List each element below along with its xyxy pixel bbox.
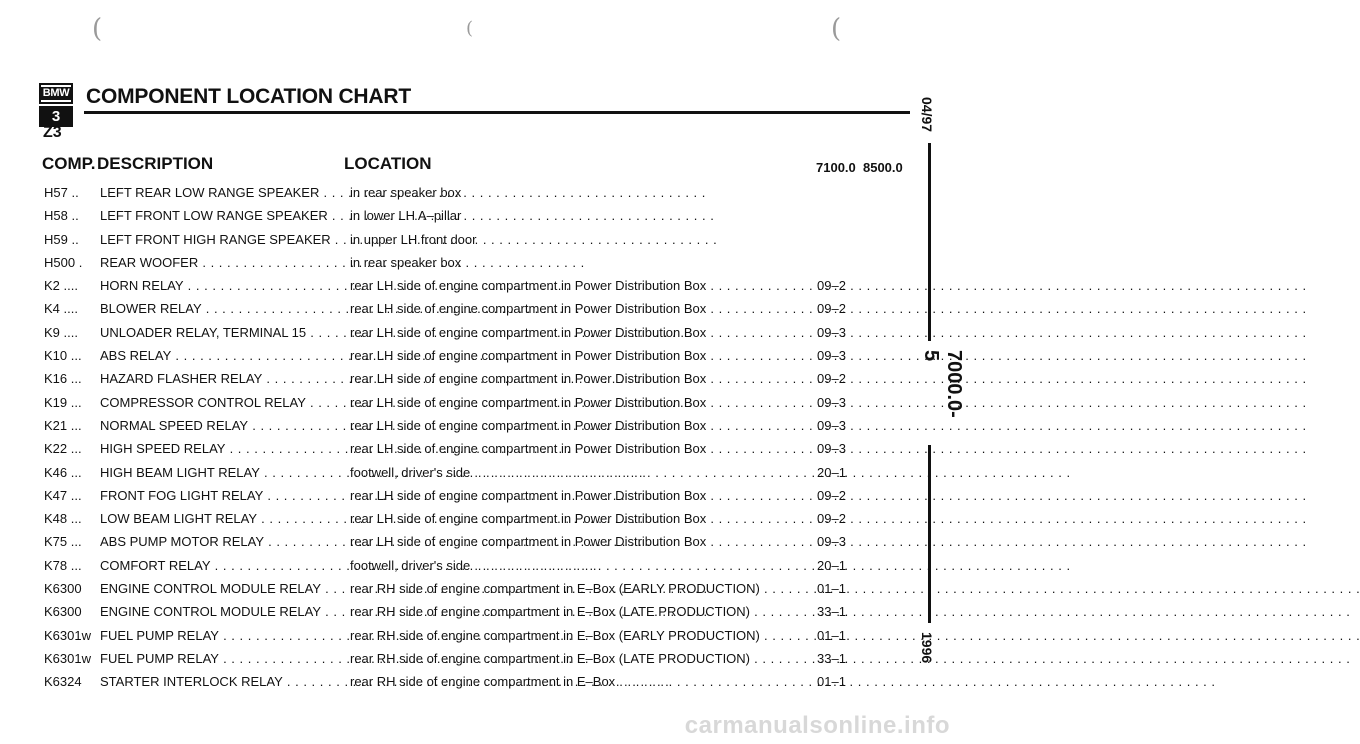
page-title: COMPONENT LOCATION CHART bbox=[86, 85, 411, 108]
table-row bbox=[0, 367, 960, 390]
diagram-page: 09–3 bbox=[817, 324, 846, 340]
component-code: H57 .. bbox=[44, 185, 79, 200]
component-code: H59 .. bbox=[44, 231, 79, 247]
component-code: K6301w bbox=[44, 627, 91, 643]
component-code: K47 ... bbox=[44, 487, 82, 503]
diagram-page: 09–3 bbox=[817, 441, 846, 457]
table-row bbox=[0, 554, 960, 577]
table-row bbox=[0, 274, 960, 297]
component-location: in rear speaker box bbox=[350, 185, 462, 200]
table-row bbox=[0, 484, 960, 507]
component-location: rear LH side of engine compartment in Power Distribution Box . . . bbox=[350, 325, 796, 340]
table-row bbox=[0, 437, 960, 460]
component-location: rear RH side of engine compartment in E–Box (LATE PRODUCTION) . . . bbox=[350, 651, 796, 666]
component-description: BLOWER RELAY . . . bbox=[100, 301, 338, 316]
table-row bbox=[0, 461, 960, 484]
component-location: in upper LH front door bbox=[350, 231, 477, 247]
component-code: K19 ... bbox=[44, 394, 82, 410]
table-row bbox=[0, 670, 960, 693]
component-code: K6300 bbox=[44, 604, 82, 620]
table-row bbox=[0, 228, 960, 251]
bmw-badge: BMW bbox=[39, 83, 73, 104]
component-description: ABS RELAY . . . bbox=[100, 348, 338, 363]
column-header-pages: 7100.0 8500.0 bbox=[816, 160, 903, 175]
side-rule-1 bbox=[928, 143, 931, 341]
component-description: HIGH BEAM LIGHT RELAY . . . bbox=[100, 465, 338, 480]
diagram-page: 33–1 bbox=[817, 604, 846, 620]
table-row bbox=[0, 344, 960, 367]
side-rule-2 bbox=[928, 445, 931, 623]
diagram-page: 20–1 bbox=[817, 557, 846, 573]
component-location: rear LH side of engine compartment in Power Distribution Box . . . bbox=[350, 348, 796, 363]
table-row bbox=[0, 321, 960, 344]
punch-hole-mark-center: ( bbox=[466, 18, 474, 39]
component-location: rear LH side of engine compartment in Power Distribution Box . . . bbox=[350, 511, 796, 526]
table-row bbox=[0, 251, 960, 274]
component-description: ENGINE CONTROL MODULE RELAY . . . bbox=[100, 604, 338, 619]
component-code: K48 ... bbox=[44, 511, 82, 527]
table-row bbox=[0, 507, 960, 530]
punch-hole-mark-left: ( bbox=[92, 14, 103, 44]
component-description: LOW BEAM LIGHT RELAY . . . bbox=[100, 511, 338, 526]
component-code: K6324 bbox=[44, 674, 82, 690]
diagram-page: 09–3 bbox=[817, 394, 846, 410]
component-code: K75 ... bbox=[44, 534, 82, 550]
component-location: footwell, driver's side . . . bbox=[350, 465, 796, 480]
component-code: K9 .... bbox=[44, 324, 78, 340]
component-description: FRONT FOG LIGHT RELAY . . . bbox=[100, 488, 338, 503]
table-row bbox=[0, 647, 960, 670]
table-row bbox=[0, 414, 960, 437]
component-location: rear LH side of engine compartment in Power Distribution Box . . . bbox=[350, 278, 796, 293]
component-location: rear LH side of engine compartment in Power Distribution Box . . . bbox=[350, 371, 796, 386]
component-code: K6300 bbox=[44, 581, 82, 597]
diagram-page: 09–3 bbox=[817, 417, 846, 433]
table-row bbox=[0, 204, 960, 227]
diagram-page: 01–1 bbox=[817, 674, 846, 690]
component-description: FUEL PUMP RELAY . . . bbox=[100, 628, 338, 643]
component-code: K22 ... bbox=[44, 441, 82, 457]
table-row bbox=[0, 624, 960, 647]
diagram-page: 09–2 bbox=[817, 511, 846, 527]
side-year: 1996 bbox=[919, 632, 935, 664]
punch-hole-mark-right: ( bbox=[831, 14, 842, 44]
component-location: rear RH side of engine compartment in E–Box (EARLY PRODUCTION) . . . bbox=[350, 581, 796, 596]
component-location: rear RH side of engine compartment in E–Box . . . bbox=[350, 674, 796, 689]
diagram-page: 20–1 bbox=[817, 464, 846, 480]
component-location: rear RH side of engine compartment in E–Box (EARLY PRODUCTION) . . . bbox=[350, 628, 796, 643]
column-header-location: LOCATION bbox=[344, 154, 432, 173]
component-code: K21 ... bbox=[44, 417, 82, 433]
side-page-ref: 7000.0-5 bbox=[920, 350, 965, 418]
component-location: rear LH side of engine compartment in Power Distribution Box . . . bbox=[350, 395, 796, 410]
column-header-comp: COMP. bbox=[42, 154, 96, 173]
component-location: rear RH side of engine compartment in E–Box (LATE PRODUCTION) . . . bbox=[350, 604, 796, 619]
table-row bbox=[0, 577, 960, 600]
component-description: UNLOADER RELAY, TERMINAL 15 . . . bbox=[100, 325, 338, 340]
component-location: rear LH side of engine compartment in Power Distribution Box . . . bbox=[350, 488, 796, 503]
component-location: rear LH side of engine compartment in Power Distribution Box . . . bbox=[350, 418, 796, 433]
component-code: K4 .... bbox=[44, 301, 78, 317]
table-row bbox=[0, 530, 960, 553]
diagram-page: 09–3 bbox=[817, 534, 846, 550]
diagram-page: 01–1 bbox=[817, 627, 846, 643]
title-rule bbox=[84, 111, 910, 114]
component-code: K2 .... bbox=[44, 278, 78, 294]
component-location: footwell, driver's side . . . bbox=[350, 558, 796, 573]
component-location: in rear speaker box bbox=[350, 254, 462, 270]
component-description: LEFT REAR LOW RANGE SPEAKER . . . bbox=[100, 185, 338, 200]
component-description: REAR WOOFER . . . bbox=[100, 255, 338, 270]
model-label: Z3 bbox=[43, 124, 62, 141]
component-description: FUEL PUMP RELAY . . . bbox=[100, 651, 338, 666]
component-table bbox=[0, 181, 960, 694]
component-description: ABS PUMP MOTOR RELAY . . . bbox=[100, 534, 338, 549]
component-code: K16 ... bbox=[44, 371, 82, 387]
table-row bbox=[0, 600, 960, 623]
diagram-page: 01–1 bbox=[817, 581, 846, 597]
component-description: LEFT FRONT HIGH RANGE SPEAKER . . . bbox=[100, 232, 338, 247]
diagram-page: 09–2 bbox=[817, 301, 846, 317]
component-code: K6301w bbox=[44, 650, 91, 666]
component-code: H58 .. bbox=[44, 208, 79, 224]
component-code: H500 . bbox=[44, 254, 83, 270]
column-header-description: DESCRIPTION bbox=[97, 154, 214, 173]
watermark: carmanualsonline.info bbox=[684, 712, 950, 739]
side-date: 04/97 bbox=[919, 97, 935, 133]
diagram-page: 09–2 bbox=[817, 371, 846, 387]
table-row bbox=[0, 297, 960, 320]
component-location: rear LH side of engine compartment in Power Distribution Box . . . bbox=[350, 441, 796, 456]
component-code: K46 ... bbox=[44, 464, 82, 480]
component-description: COMPRESSOR CONTROL RELAY . . . bbox=[100, 395, 338, 410]
bmw-logo bbox=[39, 83, 73, 127]
component-location: rear LH side of engine compartment in Power Distribution Box . . . bbox=[350, 301, 796, 316]
component-description: HIGH SPEED RELAY . . . bbox=[100, 441, 338, 456]
diagram-page: 09–3 bbox=[817, 348, 846, 364]
diagram-page: 09–2 bbox=[817, 487, 846, 503]
component-description: STARTER INTERLOCK RELAY . . . bbox=[100, 674, 338, 689]
component-description: LEFT FRONT LOW RANGE SPEAKER . . . bbox=[100, 208, 338, 223]
table-row bbox=[0, 391, 960, 414]
diagram-page: 09–2 bbox=[817, 278, 846, 294]
table-row bbox=[0, 181, 960, 204]
component-location: in lower LH A–pillar bbox=[350, 208, 462, 224]
component-code: K10 ... bbox=[44, 348, 82, 364]
component-description: NORMAL SPEED RELAY . . . bbox=[100, 418, 338, 433]
component-description: HAZARD FLASHER RELAY . . . bbox=[100, 371, 338, 386]
diagram-page: 33–1 bbox=[817, 650, 846, 666]
component-description: ENGINE CONTROL MODULE RELAY . . . bbox=[100, 581, 338, 596]
component-location: rear LH side of engine compartment in Power Distribution Box . . . bbox=[350, 534, 796, 549]
component-description: COMFORT RELAY . . . bbox=[100, 558, 338, 573]
series-badge: 3 bbox=[39, 106, 73, 127]
component-code: K78 ... bbox=[44, 557, 82, 573]
component-description: HORN RELAY . . . bbox=[100, 278, 338, 293]
